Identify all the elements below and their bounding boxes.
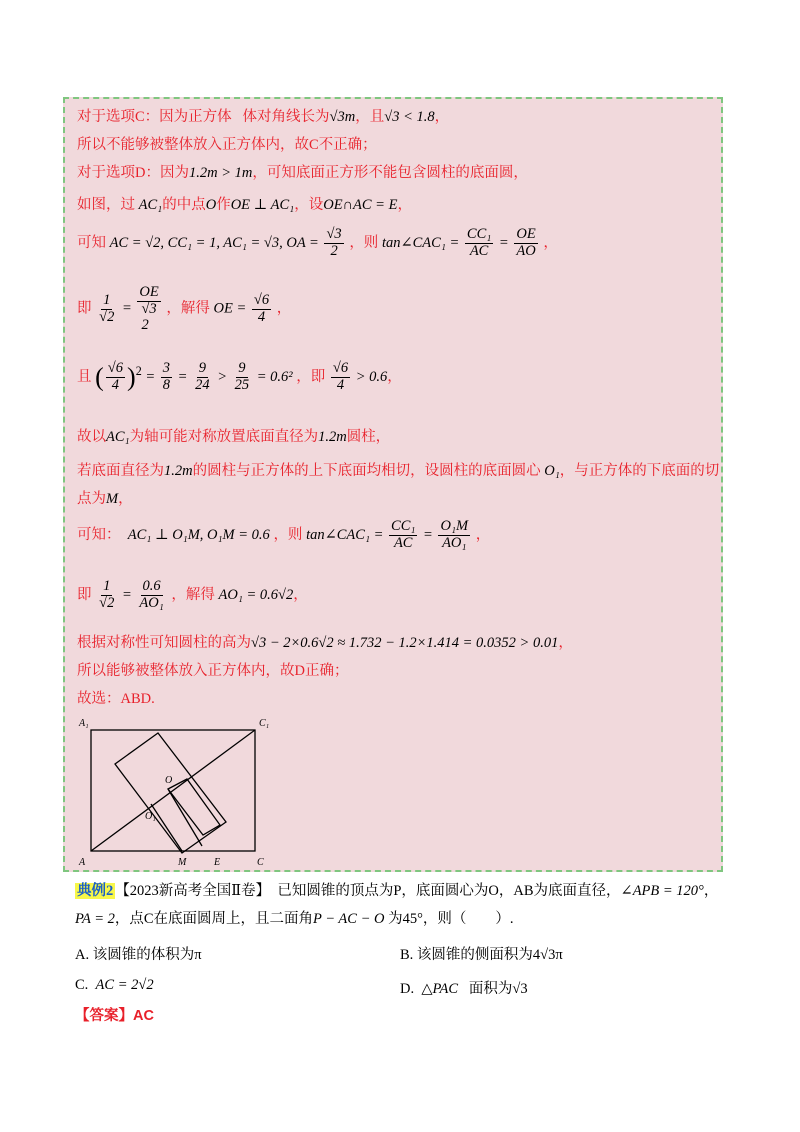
solution-line-2: 所以不能够被整体放入正方体内，故C不正确； xyxy=(77,137,377,153)
label-m: M xyxy=(178,857,187,866)
solution-line-3: 对于选项D：因为1.2m > 1m，可知底面正方形不能包含圆柱的底面圆， xyxy=(77,165,528,181)
label-c: C xyxy=(257,857,264,866)
fraction: $\frac{1}{√2}$ xyxy=(99,291,115,325)
inner-rect xyxy=(168,779,220,835)
solution-line-10: 点为M， xyxy=(77,491,133,507)
option-c: C. AC = 2√2 xyxy=(75,977,154,993)
label-a: A xyxy=(79,857,86,866)
solution-line-12: 即 $\frac{1}{√2}$ = $\frac{0.6}{\text{AO₁}}$ ，解得 AO₁ = 0.6√2， xyxy=(77,578,308,611)
label-o1: O₁ xyxy=(145,811,156,822)
solution-line-5: 可知 AC = √2, CC₁ = 1, AC₁ = √3, OA = $\frac{√3}{2}$ ，则 tan∠CAC₁ = $\frac{\text{CC₁}}{AC}$ = $\frac{OE}{AO}$ ， xyxy=(77,226,558,259)
solution-line-7: 且 ( $\frac{√6}{4}$ )$^2$ = $\frac{3}{8}$ = $\frac{9}{24}$ > $\frac{9}{25}$ = 0.6² ，即 $\frac{√6}{4}$ > 0.6， xyxy=(77,360,402,393)
option-d: D. △PAC 面积为√3 xyxy=(400,981,528,997)
answer: 【答案】AC xyxy=(75,1008,154,1024)
fraction: $\frac{\text{O₁M}}{\text{AO₁}}$ xyxy=(440,518,469,551)
fraction: OE √3 2 xyxy=(139,284,159,333)
solution-line-8: 故以AC₁为轴可能对称放置底面直径为1.2m圆柱， xyxy=(77,429,391,445)
fraction: $\frac{9}{24}$ xyxy=(195,360,210,393)
option-b: B. 该圆锥的侧面积为4√3π xyxy=(400,947,563,963)
label-o: O xyxy=(165,775,173,786)
diagonal-ac1 xyxy=(91,730,255,851)
solution-line-13: 根据对称性可知圆柱的高为√3 − 2×0.6√2 ≈ 1.732 − 1.2×1.414 = 0.0352 > 0.01， xyxy=(77,635,573,651)
solution-line-4: 如图，过 AC₁的中点O作OE ⊥ AC₁，设OE∩AC = E， xyxy=(77,197,412,213)
cube-section-diagram xyxy=(75,716,275,866)
label-a1: A₁ xyxy=(79,718,89,729)
fraction: $\frac{0.6}{\text{AO₁}}$ xyxy=(139,578,164,611)
fraction: $\frac{1}{√2}$ xyxy=(99,578,115,611)
label-e: E xyxy=(214,857,221,866)
solution-line-9: 若底面直径为1.2m的圆柱与正方体的上下底面均相切，设圆柱的底面圆心 O₁，与正方体的下底面的切 xyxy=(77,463,720,479)
fraction: $\frac{\text{CC₁}}{AC}$ xyxy=(466,226,492,259)
solution-line-1: 对于选项C：因为正方体 体对角线长为√3m，且√3 < 1.8， xyxy=(77,109,450,125)
fraction: $\frac{√6}{4}$ xyxy=(332,360,349,393)
fraction: $\frac{OE}{AO}$ xyxy=(516,226,536,259)
solution-line-11: 可知： AC₁ ⊥ O₁M, O₁M = 0.6 ，则 tan∠CAC₁ = $\frac{\text{CC₁}}{AC}$ = $\frac{\text{O₁M}}{\text{AO₁}}$ ， xyxy=(77,518,491,551)
fraction: $\frac{√3}{2}$ xyxy=(326,226,342,259)
fraction: $\frac{9}{25}$ xyxy=(234,360,250,393)
label-c1: C₁ xyxy=(259,718,270,729)
solution-line-6: 即 $\frac{1}{√2}$ = OE √3 2 ，解得 OE = $\frac{√6}{4}$ ， xyxy=(77,284,292,333)
fraction: $\frac{\text{CC₁}}{AC}$ xyxy=(391,518,416,551)
example-line-1: 典例2 【2023新高考全国Ⅱ卷】 已知圆锥的顶点为P，底面圆心为O，AB为底面直径，∠APB = 120°， xyxy=(77,883,719,899)
solution-box xyxy=(63,97,723,872)
example-tag: 典例2 xyxy=(77,883,114,899)
solution-line-14: 所以能够被整体放入正方体内，故D正确； xyxy=(77,663,349,679)
example-line-2: PA = 2，点C在底面圆周上，且二面角P − AC − O 为45°，则（ ）. xyxy=(75,911,514,927)
fraction: $\frac{√6}{4}$ xyxy=(253,291,270,325)
solution-line-15: 故选：ABD. xyxy=(77,691,155,707)
fraction: $\frac{√6}{4}$ xyxy=(107,360,124,393)
option-a: A. 该圆锥的体积为π xyxy=(75,947,202,963)
fraction: $\frac{3}{8}$ xyxy=(162,360,171,393)
